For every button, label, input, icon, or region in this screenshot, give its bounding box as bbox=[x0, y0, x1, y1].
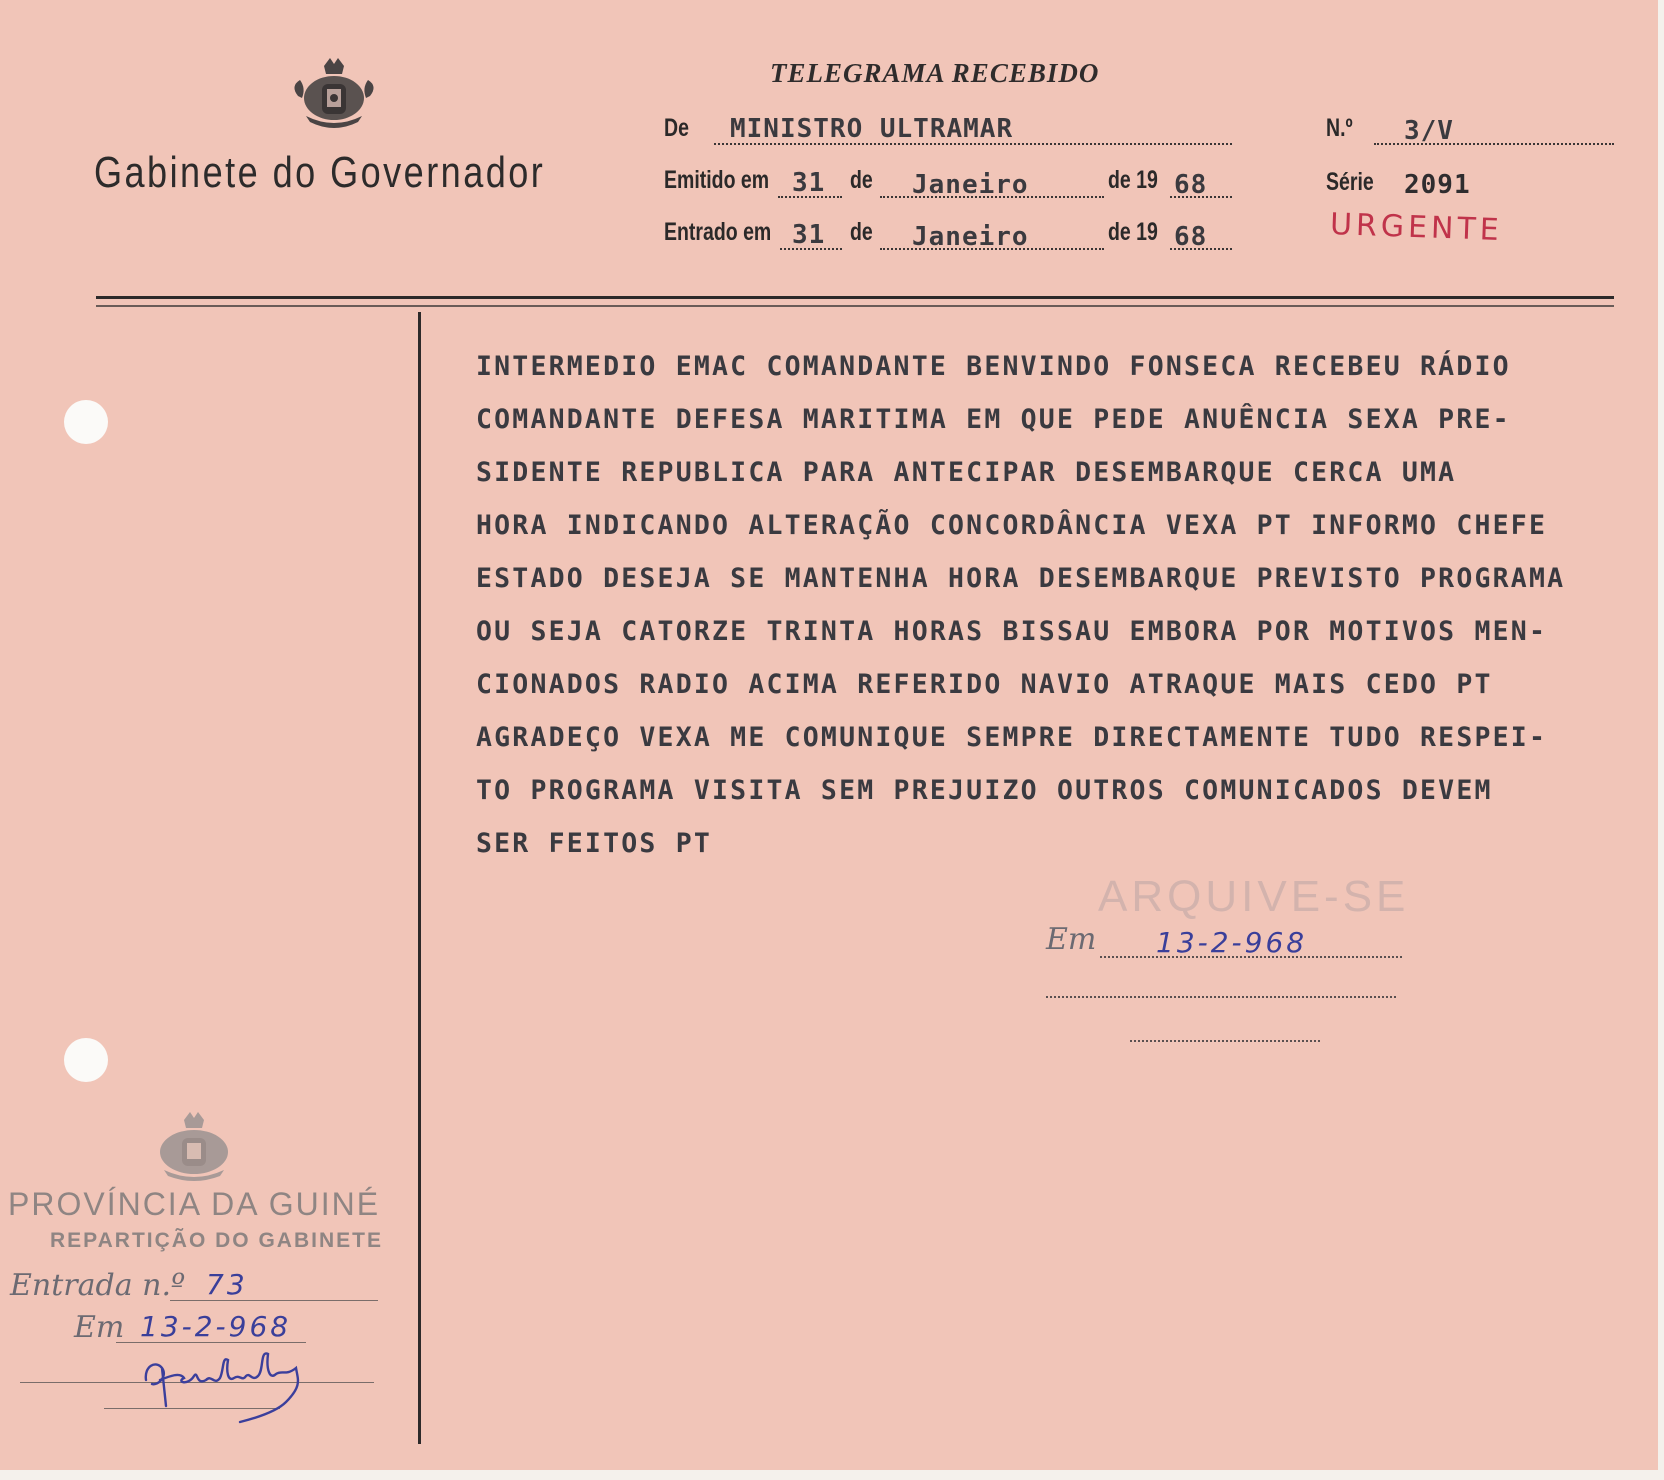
signature-graphic bbox=[136, 1346, 356, 1426]
series-label: Série bbox=[1326, 168, 1374, 196]
message-line: ESTADO DESEJA SE MANTENHA HORA DESEMBARQUE PREVISTO PROGRAMA bbox=[476, 563, 1566, 594]
coat-of-arms-icon bbox=[286, 56, 382, 132]
message-line: HORA INDICANDO ALTERAÇÃO CONCORDÂNCIA VEXA PT INFORMO CHEFE bbox=[476, 510, 1548, 541]
entry-label: Entrada n.º bbox=[10, 1268, 186, 1303]
issued-month: Janeiro bbox=[912, 170, 1029, 200]
series-value: 2091 bbox=[1404, 170, 1471, 200]
urgent-mark: URGENTE bbox=[1329, 206, 1504, 249]
punch-hole-bottom bbox=[64, 1038, 108, 1082]
archive-date-value: 13-2-968 bbox=[1156, 926, 1308, 959]
entry-line bbox=[170, 1300, 378, 1301]
message-line: SIDENTE REPUBLICA PARA ANTECIPAR DESEMBARQUE CERCA UMA bbox=[476, 457, 1457, 488]
registry-date-value: 13-2-968 bbox=[140, 1310, 292, 1343]
coat-of-arms-icon bbox=[146, 1112, 242, 1184]
header-rule bbox=[96, 296, 1614, 299]
received-year-prefix: de 19 bbox=[1108, 218, 1158, 246]
issued-label: Emitido em bbox=[664, 166, 770, 194]
issued-year-prefix: de 19 bbox=[1108, 166, 1158, 194]
archive-blank-line-2 bbox=[1130, 1040, 1320, 1042]
archive-stamp-text: ARQUIVE-SE bbox=[1098, 872, 1410, 921]
province-name: PROVÍNCIA DA GUINÉ bbox=[8, 1186, 381, 1222]
message-line: CIONADOS RADIO ACIMA REFERIDO NAVIO ATRAQUE MAIS CEDO PT bbox=[476, 669, 1493, 700]
from-label: De bbox=[664, 114, 689, 142]
entry-number: 73 bbox=[206, 1268, 248, 1301]
message-line: OU SEJA CATORZE TRINTA HORAS BISSAU EMBORA POR MOTIVOS MEN- bbox=[476, 616, 1548, 647]
office-name: Gabinete do Governador bbox=[94, 148, 546, 197]
message-line: COMANDANTE DEFESA MARITIMA EM QUE PEDE ANUÊNCIA SEXA PRE- bbox=[476, 404, 1511, 435]
archive-date-label: Em bbox=[1046, 922, 1097, 957]
message-body bbox=[476, 340, 1565, 870]
archive-blank-line-1 bbox=[1046, 996, 1396, 998]
number-label: N.º bbox=[1326, 114, 1353, 142]
message-line: TO PROGRAMA VISITA SEM PREJUIZO OUTROS COMUNICADOS DEVEM bbox=[476, 775, 1493, 806]
issued-year: 68 bbox=[1174, 170, 1208, 200]
received-year: 68 bbox=[1174, 222, 1208, 252]
received-label: Entrado em bbox=[664, 218, 772, 246]
message-line: INTERMEDIO EMAC COMANDANTE BENVINDO FONSECA RECEBEU RÁDIO bbox=[476, 351, 1511, 382]
received-month: Janeiro bbox=[912, 222, 1029, 252]
issued-day: 31 bbox=[792, 168, 826, 198]
registry-date-label: Em bbox=[74, 1310, 125, 1345]
received-de-label: de bbox=[850, 218, 873, 246]
received-day: 31 bbox=[792, 220, 826, 250]
message-line: SER FEITOS PT bbox=[476, 828, 713, 859]
punch-hole-top bbox=[64, 400, 108, 444]
header-rule-thin bbox=[96, 305, 1614, 307]
department-name: REPARTIÇÃO DO GABINETE bbox=[50, 1229, 383, 1252]
telegram-title: TELEGRAMA RECEBIDO bbox=[770, 58, 1100, 88]
number-value: 3/V bbox=[1404, 116, 1454, 146]
message-line: AGRADEÇO VEXA ME COMUNIQUE SEMPRE DIRECTAMENTE TUDO RESPEI- bbox=[476, 722, 1548, 753]
issued-de-label: de bbox=[850, 166, 873, 194]
from-value: MINISTRO ULTRAMAR bbox=[730, 114, 1014, 144]
margin-rule bbox=[418, 312, 421, 1444]
